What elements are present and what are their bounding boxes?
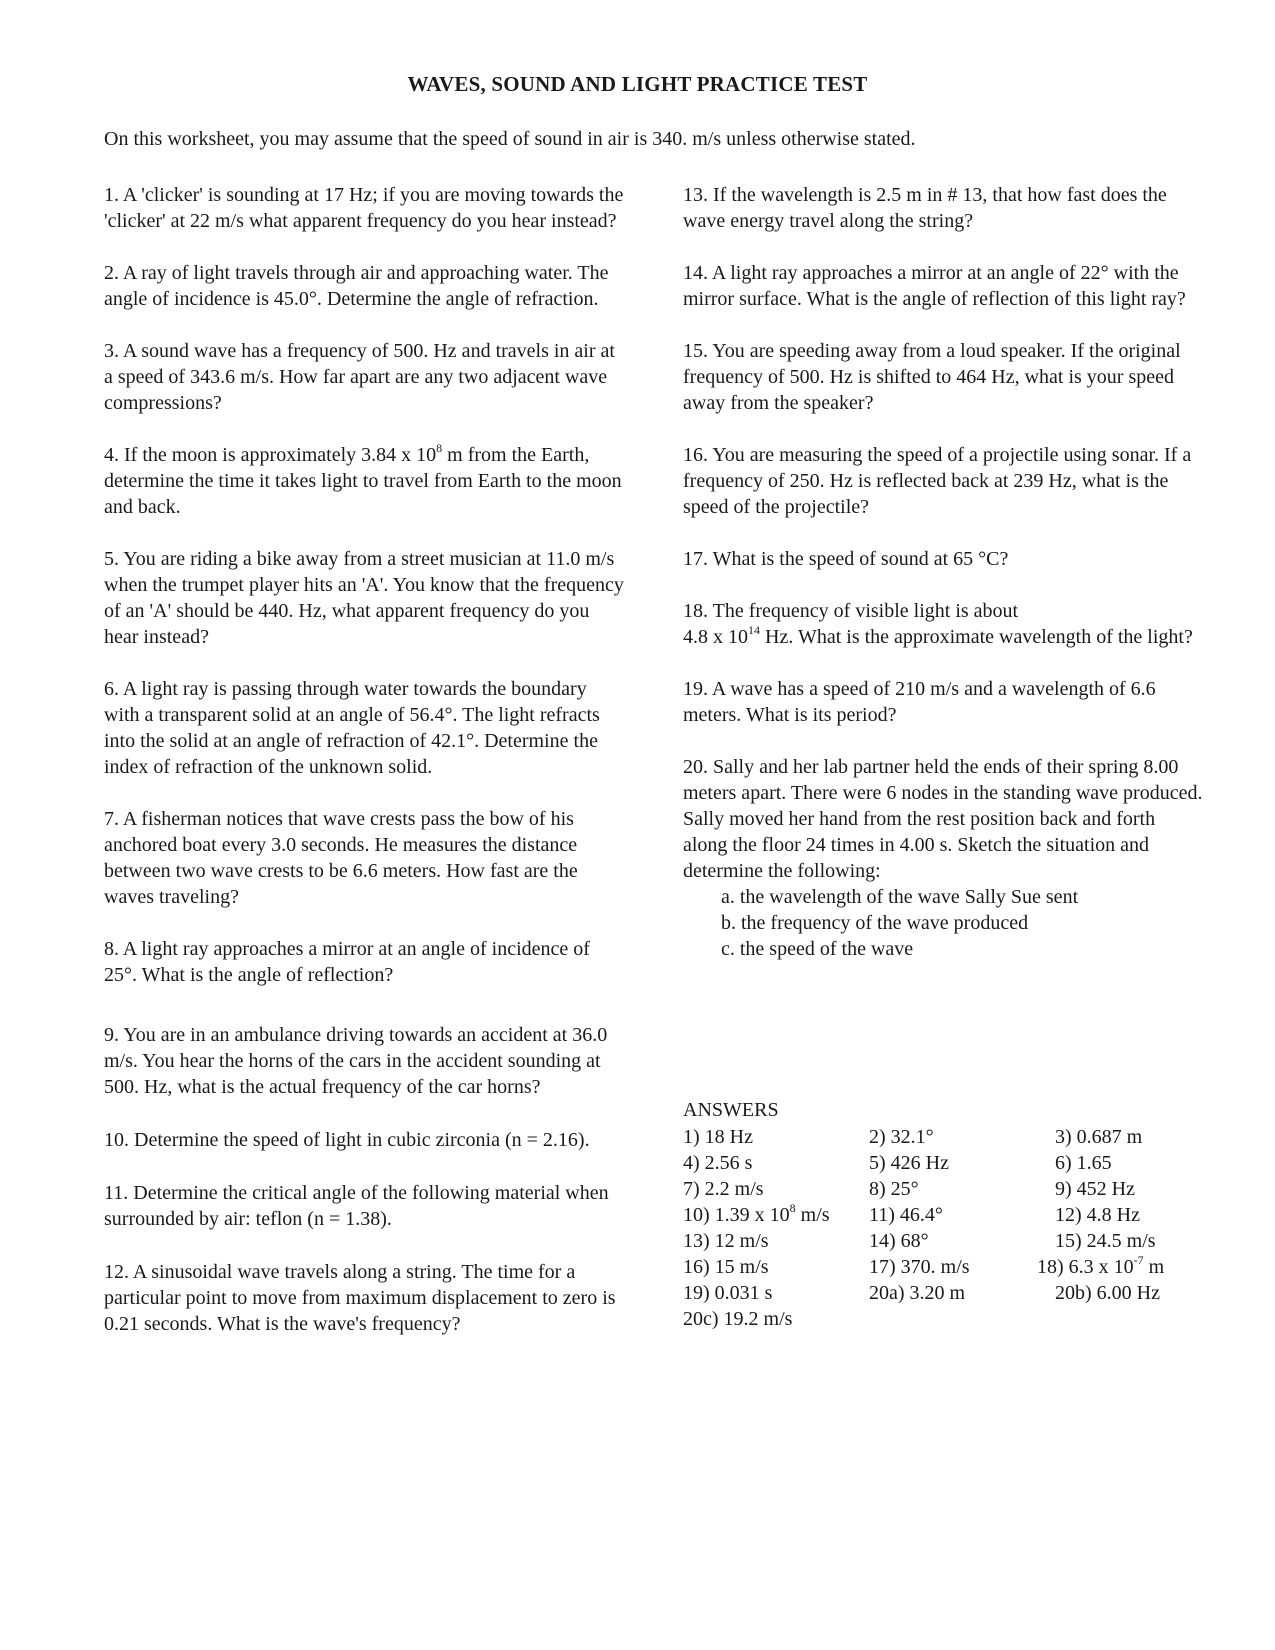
- left-column: [104, 182, 624, 1363]
- answer-row: [683, 1124, 1235, 1150]
- question-4-text: 4. If the moon is approximately 3.84 x 10: [104, 444, 437, 466]
- answer-16: 16) 15 m/s: [683, 1256, 769, 1278]
- question-10: 10. Determine the speed of light in cubic zirconia (n = 2.16).: [104, 1129, 590, 1151]
- answer-row: [683, 1150, 1235, 1176]
- question-14: 14. A light ray approaches a mirror at an angle of 22° with the mirror surface. What is the angle of reflection of this light ray?: [683, 262, 1186, 310]
- question-6: 6. A light ray is passing through water towards the boundary with a transparent solid at an angle of 56.4°. The light refracts into the solid at an angle of refraction of 42.1°. Determine the index of refraction of the unknown solid.: [104, 678, 600, 778]
- exponent: 8: [789, 1201, 796, 1215]
- answer-13: 13) 12 m/s: [683, 1230, 769, 1252]
- answer-10: [683, 1202, 869, 1228]
- question-18: [683, 598, 1203, 650]
- question-20: [683, 754, 1203, 962]
- answer-12: 12) 4.8 Hz: [1055, 1204, 1140, 1226]
- question-8: 8. A light ray approaches a mirror at an angle of incidence of 25°. What is the angle of reflection?: [104, 938, 590, 986]
- answer-3: 3) 0.687 m: [1055, 1126, 1143, 1148]
- question-7: 7. A fisherman notices that wave crests pass the bow of his anchored boat every 3.0 seconds. He measures the distance between two wave crests to be 6.6 meters. How fast are the waves traveling?: [104, 808, 578, 908]
- question-20-part-c: c. the speed of the wave: [721, 938, 914, 960]
- exponent: 14: [748, 623, 760, 637]
- answer-row: [683, 1254, 1235, 1280]
- question-15: 15. You are speeding away from a loud speaker. If the original frequency of 500. Hz is shifted to 464 Hz, what is your speed away from the speaker?: [683, 340, 1181, 414]
- answer-row: [683, 1228, 1235, 1254]
- question-1: 1. A 'clicker' is sounding at 17 Hz; if you are moving towards the 'clicker' at 22 m/s what apparent frequency do you hear instead?: [104, 184, 624, 232]
- answer-8: 8) 25°: [869, 1178, 919, 1200]
- question-20-text: 20. Sally and her lab partner held the ends of their spring 8.00 meters apart. There were 6 nodes in the standing wave produced. Sally moved her hand from the rest position back and forth along the floor 24 times in 4.00 s. Sketch the situation and determine the following:: [683, 756, 1203, 882]
- question-17: 17. What is the speed of sound at 65 °C?: [683, 548, 1009, 570]
- question-12: 12. A sinusoidal wave travels along a string. The time for a particular point to move from maximum displacement to zero is 0.21 seconds. What is the wave's frequency?: [104, 1261, 616, 1335]
- question-11: 11. Determine the critical angle of the following material when surrounded by air: teflon (n = 1.38).: [104, 1182, 609, 1230]
- answer-20b: 20b) 6.00 Hz: [1055, 1282, 1160, 1304]
- answer-1: 1) 18 Hz: [683, 1126, 753, 1148]
- page-title: WAVES, SOUND AND LIGHT PRACTICE TEST: [407, 72, 868, 96]
- question-20-part-a: a. the wavelength of the wave Sally Sue sent: [721, 886, 1079, 908]
- question-9: 9. You are in an ambulance driving towards an accident at 36.0 m/s. You hear the horns of the cars in the accident sounding at 500. Hz, what is the actual frequency of the car horns?: [104, 1024, 608, 1098]
- answer-10-text: 10) 1.39 x 10: [683, 1204, 790, 1226]
- answer-row: [683, 1280, 1235, 1306]
- answer-row: [683, 1176, 1235, 1202]
- answer-17: 17) 370. m/s: [869, 1256, 970, 1278]
- exponent: -7: [1133, 1253, 1144, 1267]
- answer-18: [1037, 1254, 1217, 1280]
- answer-14: 14) 68°: [869, 1230, 929, 1252]
- answer-4: 4) 2.56 s: [683, 1152, 753, 1174]
- question-20-part-b: b. the frequency of the wave produced: [721, 912, 1029, 934]
- question-19: 19. A wave has a speed of 210 m/s and a wavelength of 6.6 meters. What is its period?: [683, 678, 1156, 726]
- question-4-text-cont: m from the Earth, determine the time it takes light to travel from Earth to the moon and back.: [104, 444, 622, 518]
- answer-9: 9) 452 Hz: [1055, 1178, 1135, 1200]
- answer-5: 5) 426 Hz: [869, 1152, 949, 1174]
- answer-18-text: 18) 6.3 x 10: [1037, 1256, 1134, 1278]
- answer-10-unit: m/s: [795, 1204, 830, 1226]
- right-column: [683, 182, 1203, 988]
- answer-7: 7) 2.2 m/s: [683, 1178, 764, 1200]
- answer-6: 6) 1.65: [1055, 1152, 1112, 1174]
- question-18-line1: 18. The frequency of visible light is about: [683, 600, 1019, 622]
- answer-18-unit: m: [1143, 1256, 1165, 1278]
- question-5: 5. You are riding a bike away from a street musician at 11.0 m/s when the trumpet player hits an 'A'. You know that the frequency of an 'A' should be 440. Hz, what apparent frequency do you hear instead?: [104, 548, 624, 648]
- question-16: 16. You are measuring the speed of a projectile using sonar. If a frequency of 250. Hz is reflected back at 239 Hz, what is the speed of the projectile?: [683, 444, 1192, 518]
- answers-heading: ANSWERS: [683, 1099, 779, 1121]
- exponent: 8: [436, 441, 443, 455]
- answer-20a: 20a) 3.20 m: [869, 1282, 966, 1304]
- question-3: 3. A sound wave has a frequency of 500. Hz and travels in air at a speed of 343.6 m/s. How far apart are any two adjacent wave compressions?: [104, 340, 615, 414]
- answer-key: [683, 1097, 1235, 1332]
- answer-row: [683, 1202, 1235, 1228]
- answer-2: 2) 32.1°: [869, 1126, 934, 1148]
- answer-11: 11) 46.4°: [869, 1204, 943, 1226]
- answer-20c: 20c) 19.2 m/s: [683, 1308, 793, 1330]
- instructions: On this worksheet, you may assume that the speed of sound in air is 340. m/s unless otherwise stated.: [104, 128, 916, 150]
- answer-15: 15) 24.5 m/s: [1055, 1230, 1156, 1252]
- answer-19: 19) 0.031 s: [683, 1282, 773, 1304]
- question-2: 2. A ray of light travels through air and approaching water. The angle of incidence is 45.0°. Determine the angle of refraction.: [104, 262, 609, 310]
- question-18-text: 4.8 x 10: [683, 626, 748, 648]
- question-13: 13. If the wavelength is 2.5 m in # 13, that how fast does the wave energy travel along the string?: [683, 184, 1167, 232]
- question-4: [104, 442, 624, 520]
- answer-row: [683, 1306, 1235, 1332]
- question-18-text-cont: Hz. What is the approximate wavelength of the light?: [760, 626, 1193, 648]
